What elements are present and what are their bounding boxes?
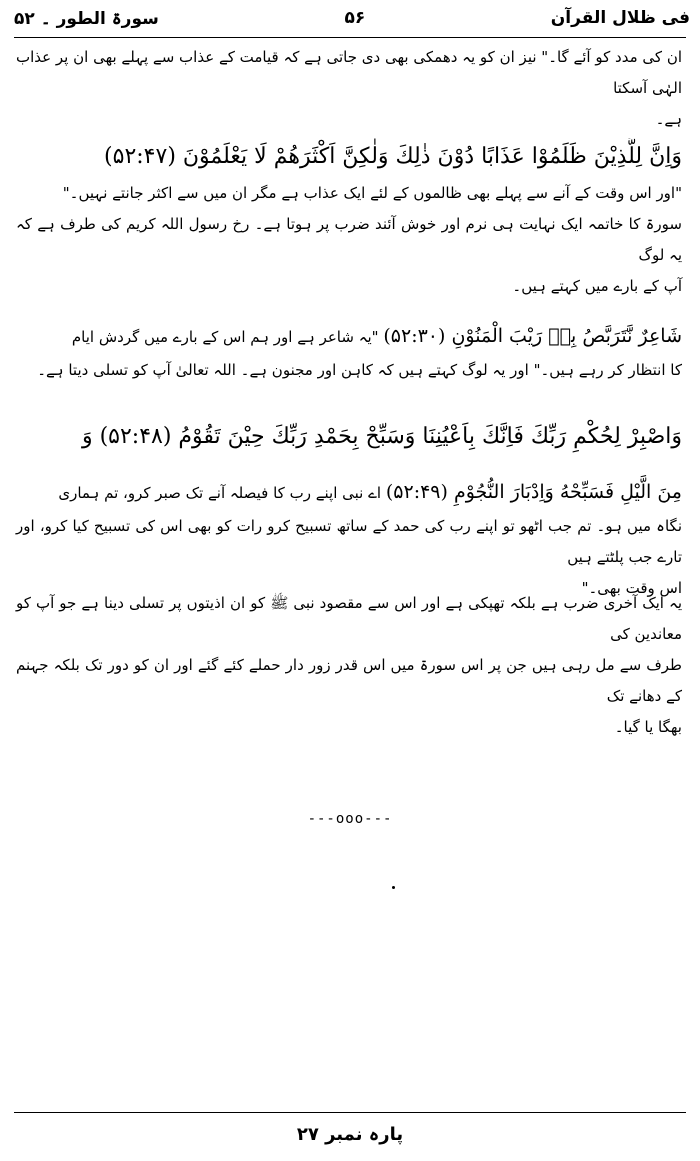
verse-52-49-translation: اے نبی اپنے رب کا فیصلہ آنے تک صبر کرو، تم ہماری [58, 484, 382, 502]
page-header [14, 4, 690, 32]
verse-52-30: شَاعِرٌ نَّتَرَبَّصُ بِهٖ رَيْبَ الْمَنُوْنِ (۵۲:۳۰) [383, 325, 682, 347]
verse-52-49-block [16, 474, 682, 604]
juz-number: پارہ نمبر ۲۷ [296, 1124, 404, 1145]
paragraph-5-line-2: طرف سے مل رہی ہیں جن پر اس سورۃ میں اس قدر زور دار حملے کئے گئے اور ان کو دور تک بلکہ جہنم کے دھانے تک [16, 656, 682, 705]
verse-52-30-translation: "یہ شاعر ہے اور ہم اس کے بارے میں گردش ایام [71, 328, 379, 346]
paragraph-5-line-1: یہ ایک آخری ضرب ہے بلکہ تھپکی ہے اور اس سے مقصود نبی ﷺ کو ان اذیتوں پر تسلی دینا ہے جو آپ کو معاندین کی [16, 594, 682, 643]
paragraph-1-line-2: ہے۔ [655, 110, 682, 128]
section-divider: ---ooo--- [307, 811, 393, 827]
closing-paragraph [16, 588, 682, 743]
verse-52-48: وَاصْبِرْ لِحُكْمِ رَبِّكَ فَاِنَّكَ بِاَعْيُنِنَا وَسَبِّحْ بِحَمْدِ رَبِّكَ حِيْنَ تَقُوْمُ (۵۲:۴۸) وَ [81, 424, 682, 449]
page-number: ۵۶ [344, 8, 366, 28]
paragraph-4-line-2: نگاہ میں ہو۔ تم جب اٹھو تو اپنے رب کی حمد کے ساتھ تسبیح کرو رات کو بھی اس کی تسبیح کیا کرو، اور تارے جب پلٹتے ہیں [16, 517, 682, 566]
translation-52-47: "اور اس وقت کے آنے سے پہلے بھی ظالموں کے لئے ایک عذاب ہے مگر ان میں سے اکثر جانتے نہیں۔" [62, 184, 682, 202]
page-body [16, 42, 682, 135]
paragraph-2-line-2: آپ کے بارے میں کہتے ہیں۔ [512, 277, 682, 295]
verse-52-47: وَاِنَّ لِلَّذِيْنَ ظَلَمُوْا عَذَابًا دُوْنَ ذٰلِكَ وَلٰكِنَّ اَكْثَرَهُمْ لَا يَعْلَمُوْنَ (۵۲:۴۷) [104, 144, 682, 169]
paragraph-4-line-3: اس وقت بھی۔" [581, 579, 682, 597]
paragraph-3-line-2: کا انتظار کر رہے ہیں۔" اور یہ لوگ کہتے ہیں کہ کاہن اور مجنون ہے۔ اللہ تعالیٰ آپ کو تسلی دیتا ہے۔ [37, 361, 682, 379]
paragraph-2-line-1: سورۃ کا خاتمہ ایک نہایت ہی نرم اور خوش آئند ضرب پر ہوتا ہے۔ رخ رسول اللہ کریم کی طرف ہے کہ یہ لوگ [16, 215, 682, 264]
header-rule [14, 37, 686, 38]
verse-52-49: مِنَ الَّيْلِ فَسَبِّحْهُ وَاِدْبَارَ النُّجُوْمِ (۵۲:۴۹) [385, 481, 682, 503]
verse-52-30-line [16, 318, 682, 386]
translation-block-1 [16, 178, 682, 302]
book-title: فی ظلال القرآن [550, 8, 690, 28]
print-speck [392, 886, 395, 889]
paragraph-5-line-3: بھگا یا گیا۔ [614, 718, 682, 736]
paragraph-1-line-1: ان کی مدد کو آئے گا۔" نیز ان کو یہ دھمکی بھی دی جاتی ہے کہ قیامت کے عذاب سے پہلے بھی ان پر عذاب الہٰی آسکتا [16, 48, 682, 97]
surah-title: سورۃ الطور ۔ ۵۲ [14, 8, 159, 29]
verse-52-49-row [16, 474, 682, 511]
footer-rule [14, 1112, 686, 1113]
verse-52-30-row [16, 318, 682, 355]
